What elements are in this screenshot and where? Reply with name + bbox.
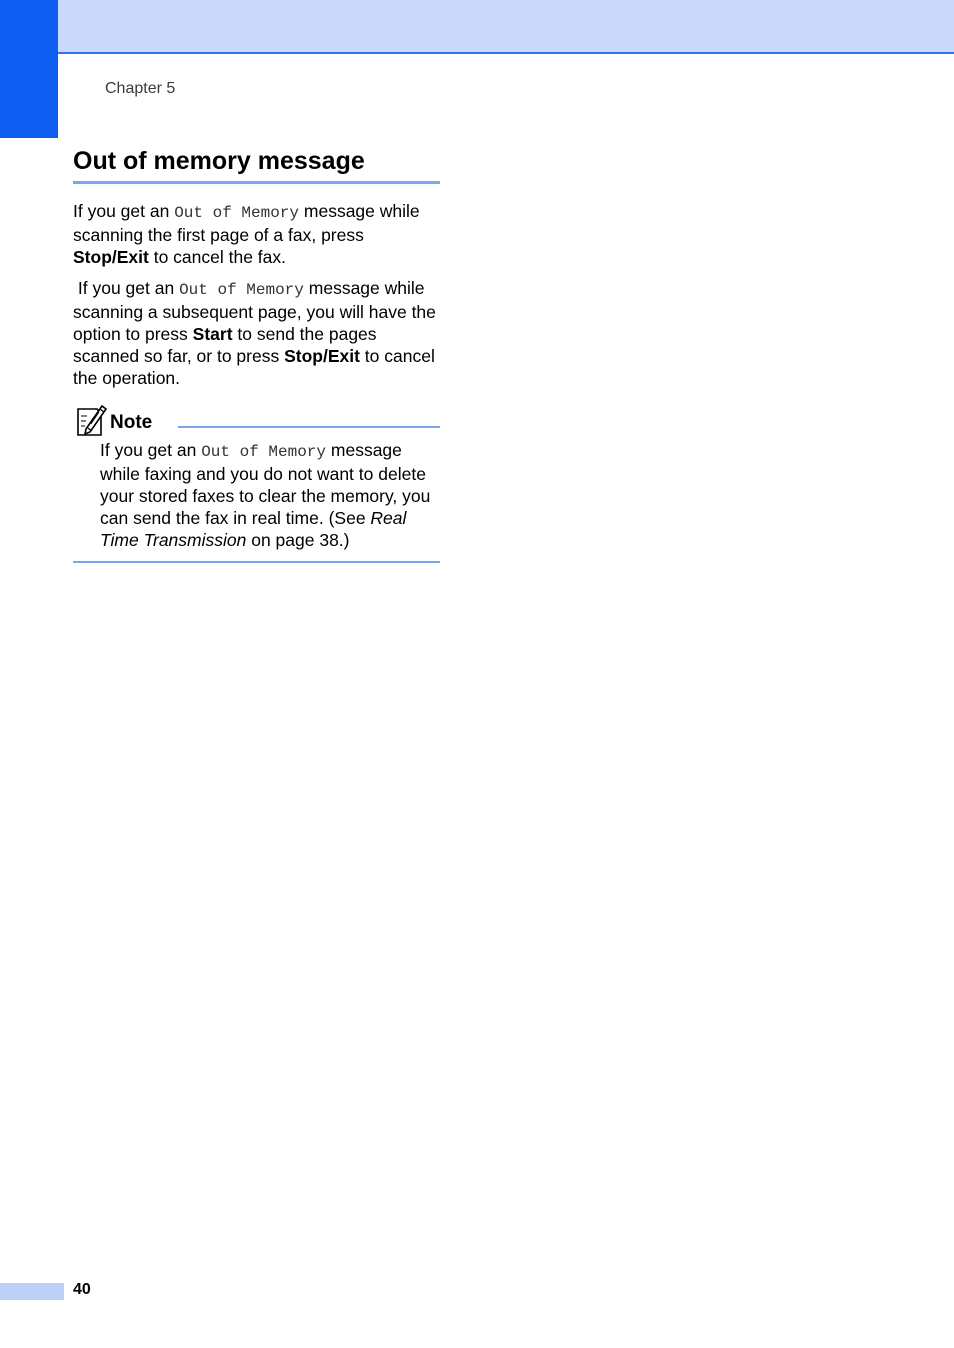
page-number: 40 [73,1281,91,1298]
text: message while scanning the first page of a fax, press [73,201,420,245]
note-label: Note [110,412,153,433]
section-title: Out of memory message [73,145,440,184]
note-box [73,403,440,563]
text: to send the pages scanned so far, or to press [73,324,377,366]
text: to cancel the operation. [73,346,435,388]
lcd-message: Out of Memory [174,204,300,222]
paragraph-subsequent-page [73,277,440,389]
note-header [73,403,440,439]
lcd-message: Out of Memory [179,281,304,299]
note-header-rule [178,426,440,428]
text: If you get an [100,440,202,460]
text: on page 38.) [246,530,350,550]
footer-bar [0,1283,64,1300]
text: message while faxing and you do not want to delete your stored faxes to clear the memory, you can send the fax in real time. (See [100,440,431,528]
note-pencil-icon [75,403,107,437]
chapter-tab [0,0,58,138]
section-out-of-memory [73,145,440,563]
paragraph-first-page [73,200,440,268]
key-name-stop-exit: Stop/Exit [284,346,360,366]
text: to cancel the fax. [148,247,287,267]
chapter-label: Chapter 5 [105,80,176,97]
note-text [100,439,440,551]
lcd-message: Out of Memory [201,443,327,461]
header-band [58,0,954,54]
text: message while scanning a subsequent page, you will have the option to press [73,278,436,344]
text: If you get an [77,278,180,298]
text: If you get an [73,201,175,221]
key-name-stop-exit: Stop/Exit [73,247,149,267]
cross-reference: Real Time Transmission [100,508,407,550]
key-name-start: Start [192,324,233,344]
